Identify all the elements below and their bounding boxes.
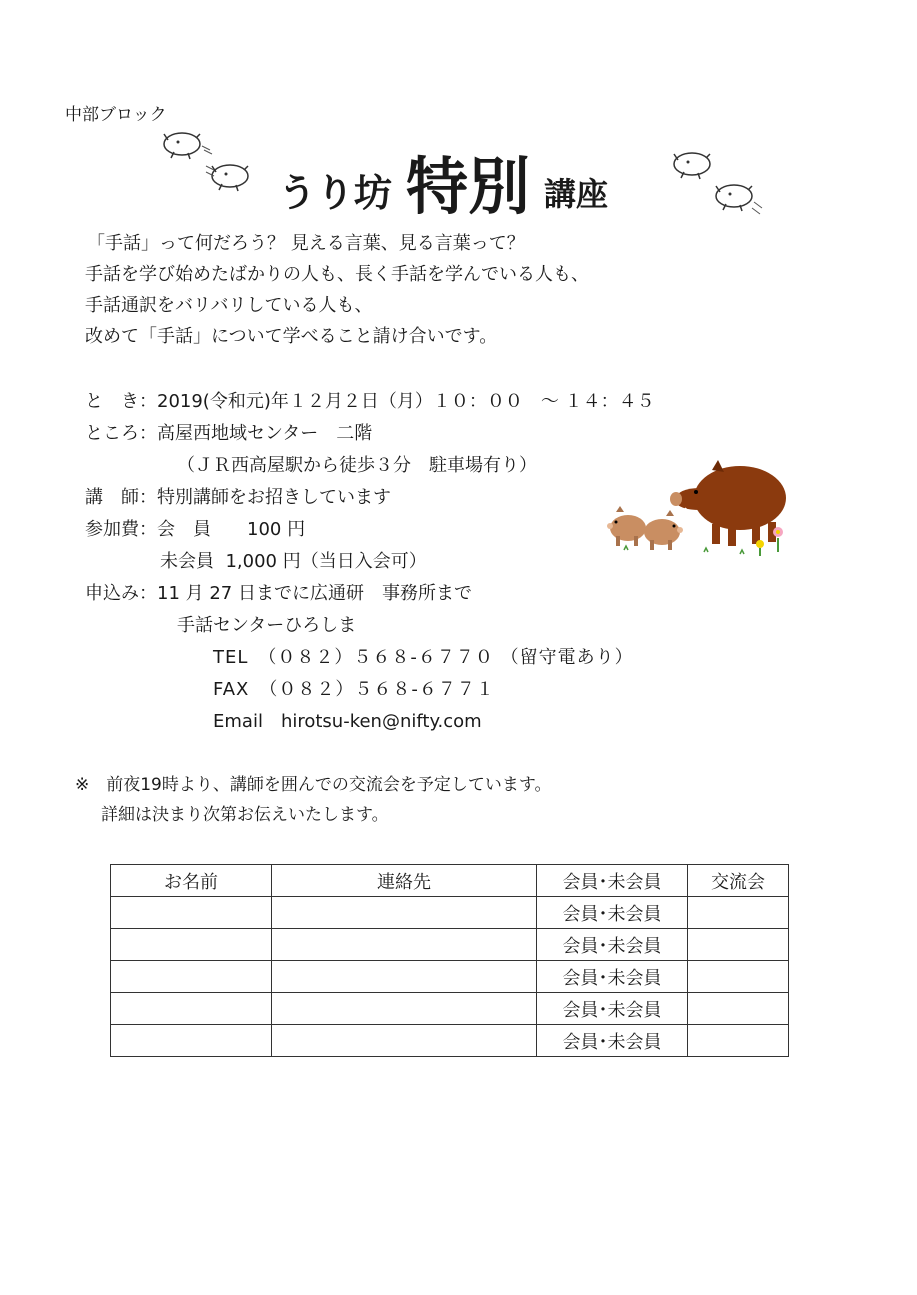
intro-text: [85, 228, 589, 352]
membership-cell[interactable]: 会員･未会員: [537, 897, 688, 929]
piglet-icon: [716, 185, 762, 214]
name-cell[interactable]: [111, 961, 272, 993]
note-line: ※ 前夜19時より、講師を囲んでの交流会を予定しています。: [75, 775, 552, 795]
detail-fee-member: 参加費：会 員 100 円: [85, 519, 306, 540]
social-cell[interactable]: [688, 897, 789, 929]
piglet-left-illustration: [160, 126, 260, 206]
title-part3: 講座: [544, 175, 609, 213]
intro-line: 「手話」って何だろう？ 見える言葉、見る言葉って？: [87, 233, 525, 254]
intro-line: 手話を学び始めたばかりの人も、長く手話を学んでいる人も、: [85, 264, 589, 285]
detail-where: ところ：高屋西地域センター 二階: [85, 423, 373, 444]
boar-family-illustration: [600, 448, 800, 563]
block-label: 中部ブロック: [65, 105, 167, 125]
contact-cell[interactable]: [272, 929, 537, 961]
contact-cell[interactable]: [272, 961, 537, 993]
note-text: [75, 770, 552, 830]
name-cell[interactable]: [111, 1025, 272, 1057]
name-cell[interactable]: [111, 929, 272, 961]
membership-cell[interactable]: 会員･未会員: [537, 929, 688, 961]
piglet-icon: [164, 133, 212, 159]
social-cell[interactable]: [688, 993, 789, 1025]
table-row: [111, 961, 789, 993]
name-cell[interactable]: [111, 993, 272, 1025]
table-row: [111, 1025, 789, 1057]
detail-when: と き：2019(令和元)年１２月２日（月）１０：００ ～ １４：４５: [85, 391, 655, 412]
registration-table: [110, 864, 789, 1057]
name-cell[interactable]: [111, 897, 272, 929]
table-row: [111, 993, 789, 1025]
social-cell[interactable]: [688, 1025, 789, 1057]
membership-cell[interactable]: 会員･未会員: [537, 961, 688, 993]
piglet-right-illustration: [668, 146, 768, 226]
header-name: お名前: [111, 865, 272, 897]
header-social: 交流会: [688, 865, 789, 897]
intro-line: 手話通訳をバリバリしている人も、: [85, 295, 373, 316]
piglet-icon: [607, 506, 646, 546]
piglet-icon: [206, 165, 248, 191]
event-details: [85, 386, 655, 738]
detail-tel: TEL （０８２）５６８-６７７０ （留守電あり）: [213, 647, 634, 668]
contact-cell[interactable]: [272, 1025, 537, 1057]
title-part2: 特別: [406, 150, 531, 223]
detail-center: 手話センターひろしま: [177, 615, 357, 636]
table-header-row: [111, 865, 789, 897]
contact-cell[interactable]: [272, 897, 537, 929]
detail-access: （ＪＲ西高屋駅から徒歩３分 駐車場有り）: [177, 455, 537, 476]
header-membership: 会員･未会員: [537, 865, 688, 897]
piglet-icon: [644, 510, 683, 550]
membership-cell[interactable]: 会員･未会員: [537, 993, 688, 1025]
membership-cell[interactable]: 会員･未会員: [537, 1025, 688, 1057]
contact-cell[interactable]: [272, 993, 537, 1025]
boar-icon: [670, 460, 786, 546]
table-row: [111, 897, 789, 929]
detail-email[interactable]: Email hirotsu-ken@nifty.com: [213, 711, 482, 732]
header-contact: 連絡先: [272, 865, 537, 897]
intro-line: 改めて「手話」について学べること請け合いです。: [85, 326, 498, 347]
note-line: 詳細は決まり次第お伝えいたします。: [101, 805, 389, 825]
piglet-icon: [674, 153, 710, 179]
table-row: [111, 929, 789, 961]
detail-apply: 申込み：11 月 27 日までに広通研 事務所まで: [85, 583, 472, 604]
social-cell[interactable]: [688, 929, 789, 961]
detail-fax: FAX （０８２）５６８-６７７１: [213, 679, 495, 700]
title-part1: うり坊: [278, 171, 393, 215]
detail-lecturer: 講 師：特別講師をお招きしています: [85, 487, 391, 508]
detail-fee-nonmember: 未会員 1,000 円（当日入会可）: [160, 551, 427, 572]
page-title: [278, 138, 609, 223]
social-cell[interactable]: [688, 961, 789, 993]
